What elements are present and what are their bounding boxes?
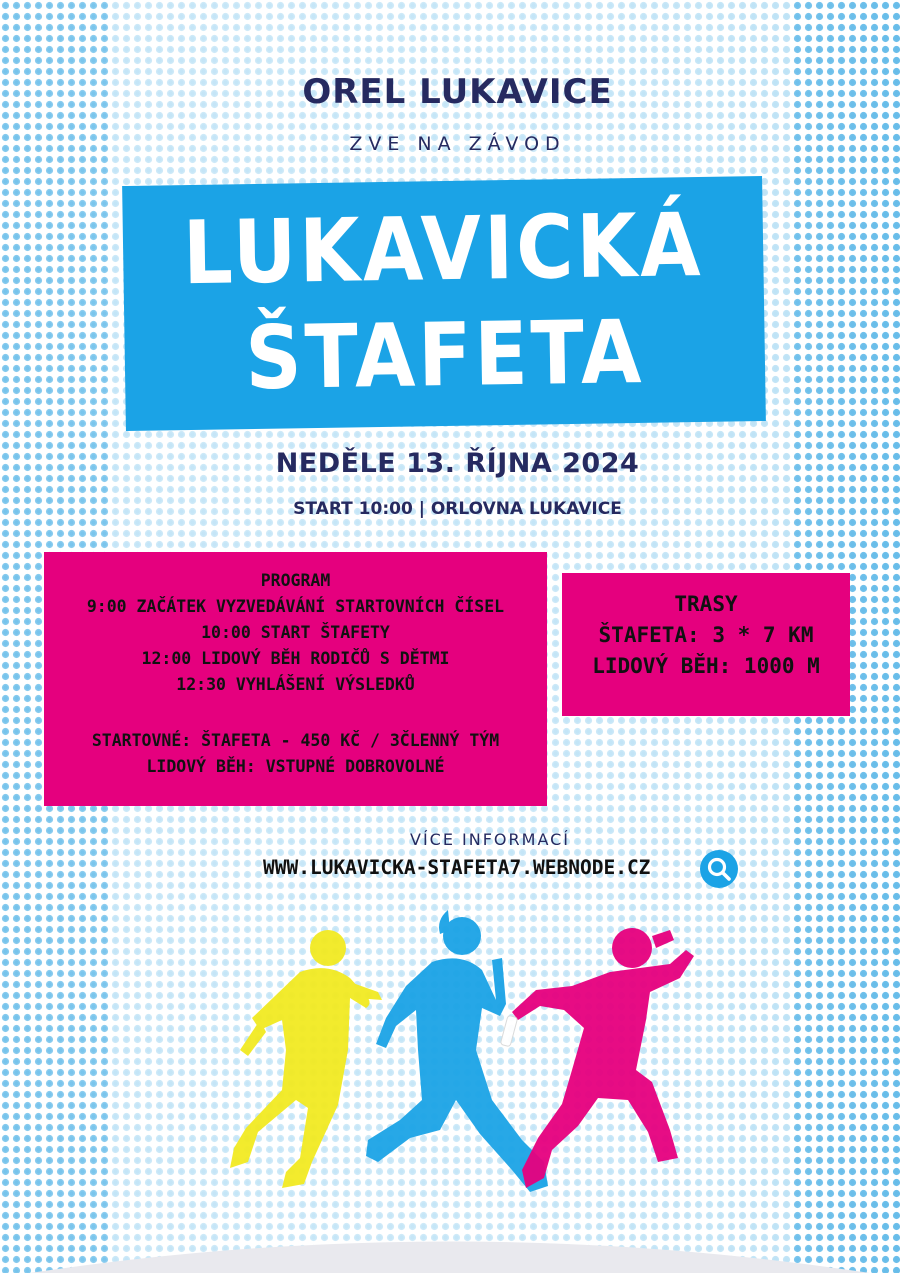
yellow-runner [230, 930, 382, 1188]
event-title-line-2: ŠTAFETA [244, 302, 645, 410]
program-item: 12:30 VYHLÁŠENÍ VÝSLEDKŮ [176, 675, 415, 694]
program-box [44, 552, 547, 806]
website-link[interactable]: WWW.LUKAVICKA-STAFETA7.WEBNODE.CZ [263, 856, 651, 879]
event-title-line-1: LUKAVICKÁ [182, 195, 705, 305]
program-item: 9:00 ZAČÁTEK VYZVEDÁVÁNÍ STARTOVNÍCH ČÍSEL [86, 597, 505, 616]
organization-name: OREL LUKAVICE [302, 72, 613, 112]
search-icon[interactable] [699, 849, 739, 889]
fee-item: STARTOVNÉ: ŠTAFETA - 450 KČ / 3ČLENNÝ TÝM [91, 731, 500, 750]
event-title-banner [122, 176, 766, 431]
event-date: NEDĚLE 13. ŘÍJNA 2024 [275, 448, 640, 479]
route-item: ŠTAFETA: 3 * 7 KM [598, 623, 814, 647]
program-item: 10:00 START ŠTAFETY [201, 623, 390, 642]
program-item: 12:00 LIDOVÝ BĚH RODIČŮ S DĚTMI [141, 649, 450, 668]
invitation-text: ZVE NA ZÁVOD [349, 133, 566, 155]
fee-item: LIDOVÝ BĚH: VSTUPNÉ DOBROVOLNÉ [146, 757, 445, 776]
blue-runner [366, 910, 548, 1192]
more-info-label: VÍCE INFORMACÍ [410, 830, 570, 849]
program-heading: PROGRAM [260, 571, 331, 590]
routes-box [562, 573, 850, 716]
ground-arc [0, 1200, 900, 1273]
start-info: START 10:00 | ORLOVNA LUKAVICE [293, 499, 622, 519]
runners-illustration [200, 900, 720, 1240]
route-item: LIDOVÝ BĚH: 1000 M [592, 654, 820, 678]
routes-heading: TRASY [674, 592, 738, 616]
